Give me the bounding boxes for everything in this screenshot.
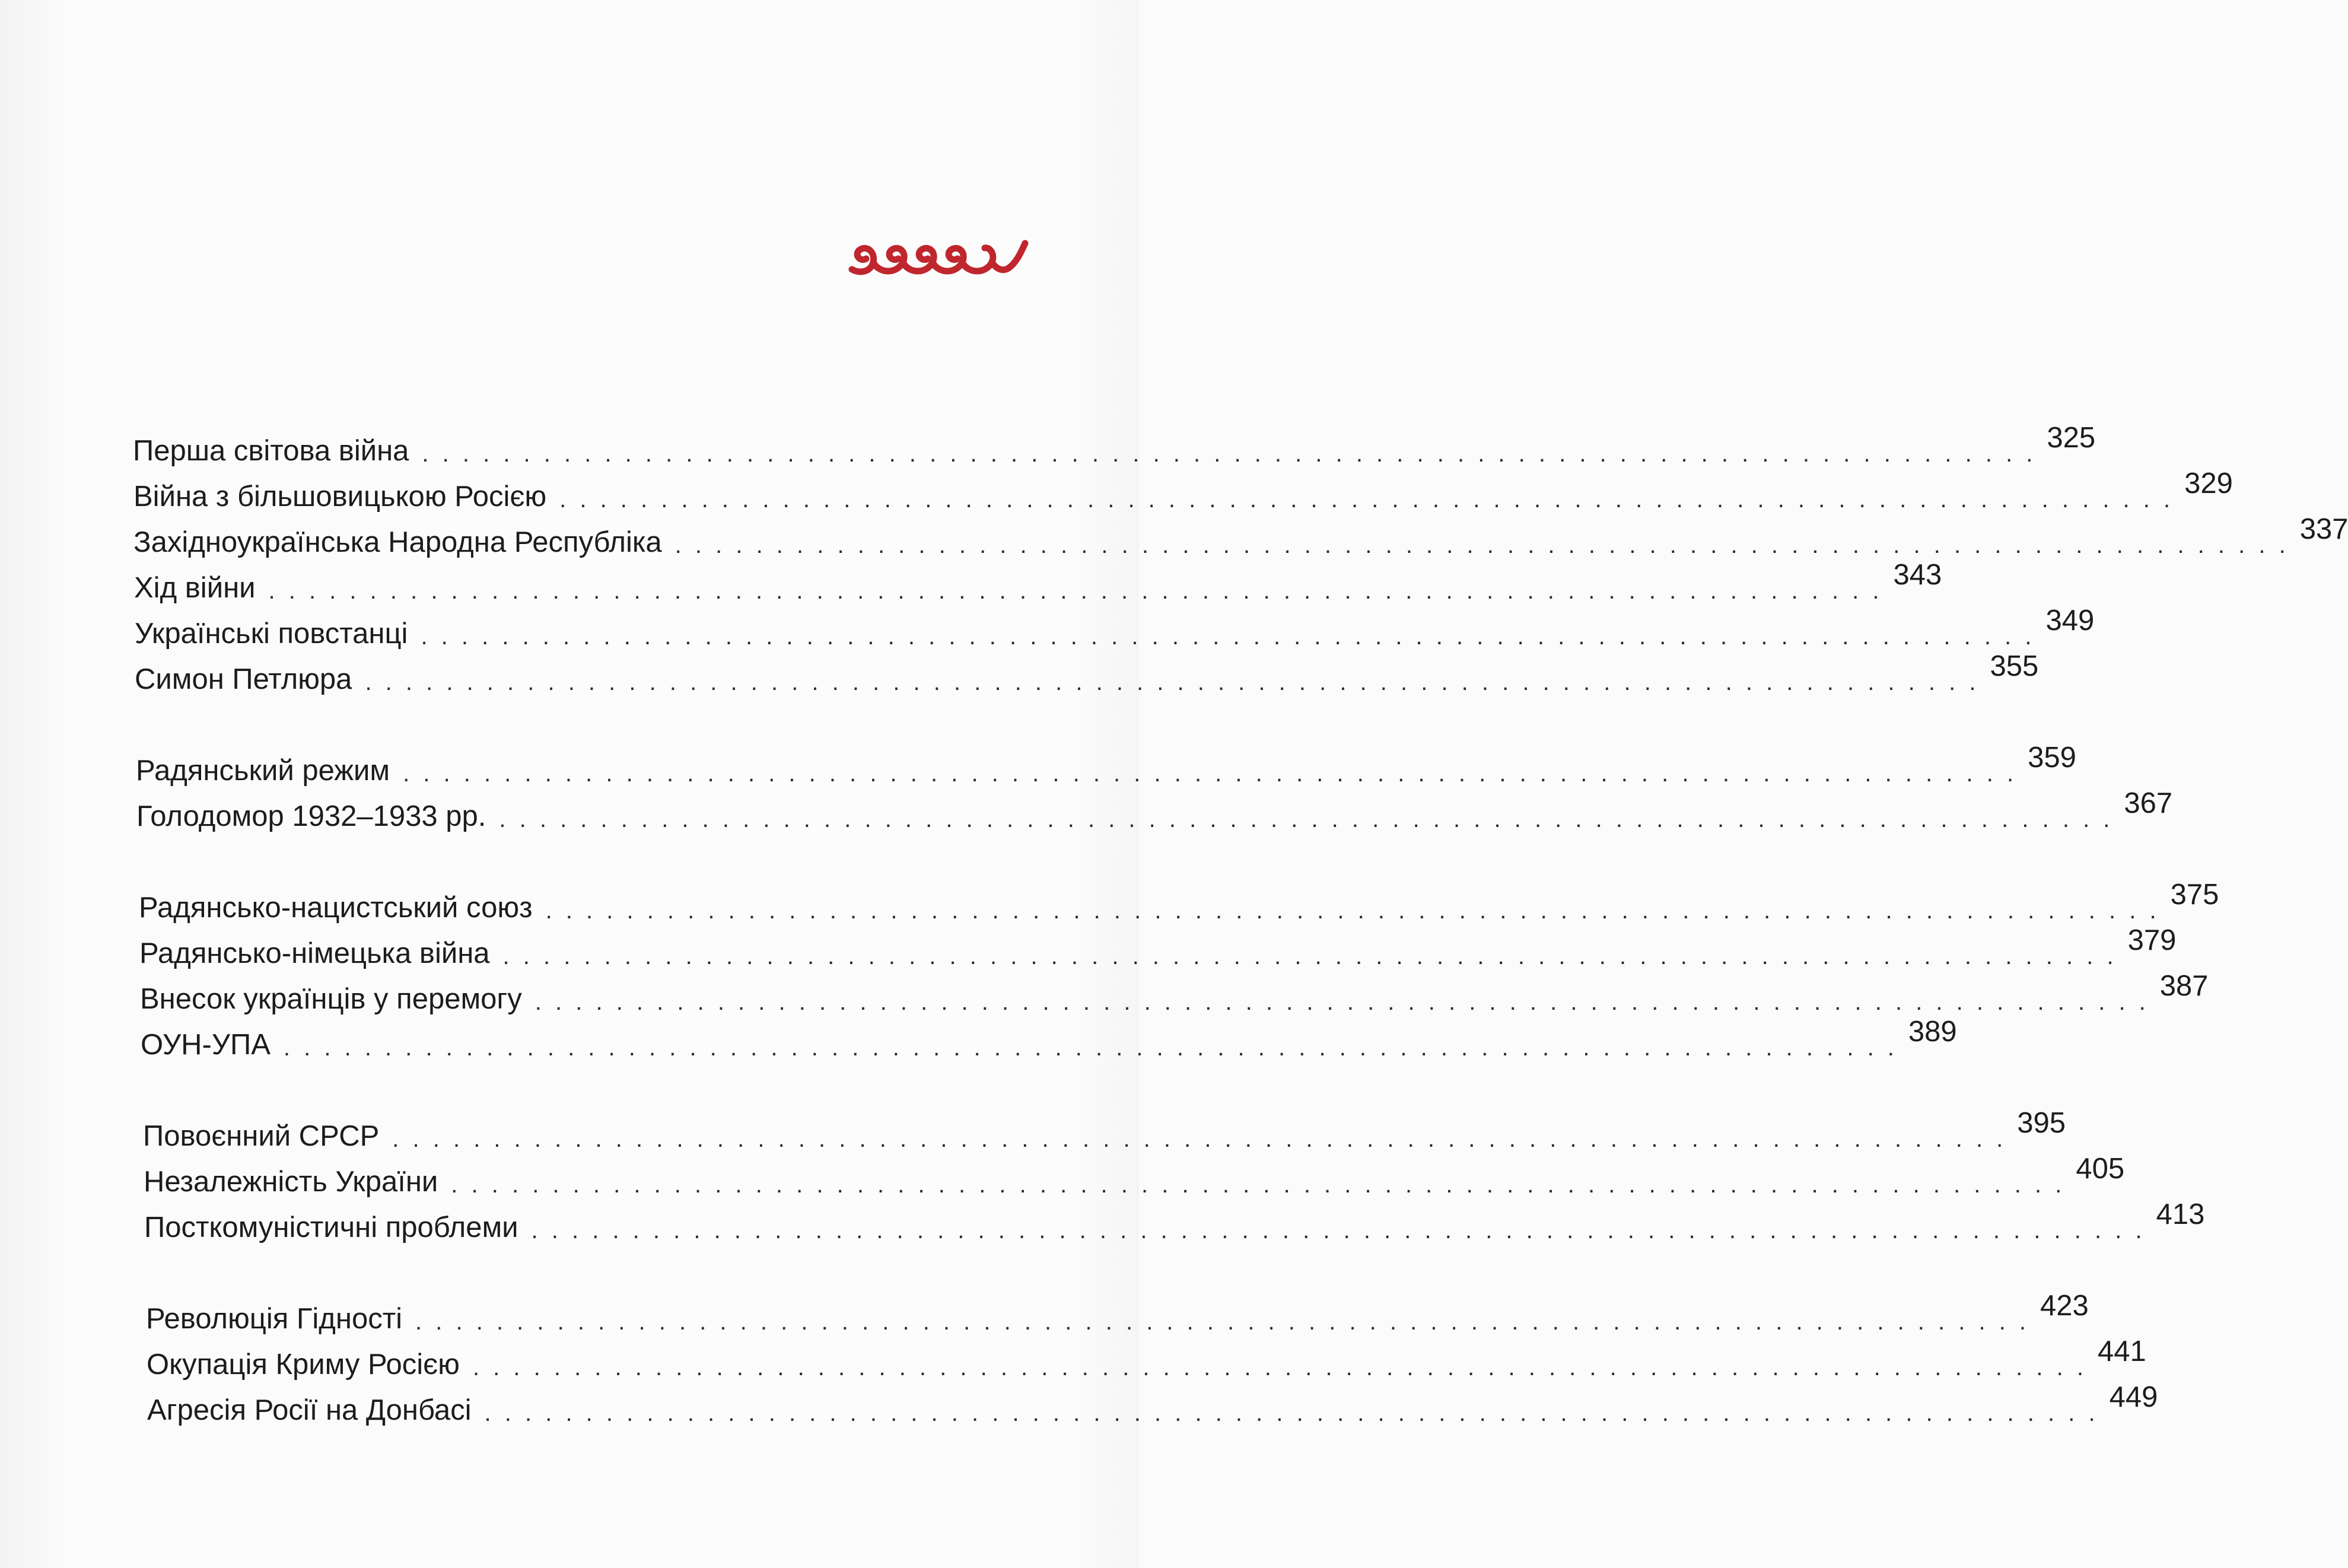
toc-entry[interactable] xyxy=(144,1153,2125,1203)
dot-leader: . . . . . . . . . . . . . . . . . . . . . . . . . . . . . . . . . . . . . . . . . . . . . . . . . . . . . . . . . . . . . . . . . . . . . . . . . . . . . . . . xyxy=(675,532,2289,558)
toc-entry-title: Посткомуністичні проблеми xyxy=(144,1211,518,1243)
dot-leader: . . . . . . . . . . . . . . . . . . . . . . . . . . . . . . . . . . . . . . . . . . . . . . . . . . . . . . . . . . . . . . . . . . . . . . . . . . . . . . . . xyxy=(502,943,2117,969)
dot-leader: . . . . . . . . . . . . . . . . . . . . . . . . . . . . . . . . . . . . . . . . . . . . . . . . . . . . . . . . . . . . . . . . . . . . . . . . . . . . . . . . xyxy=(499,806,2114,832)
toc-entry-title: Війна з більшовицькою Росією xyxy=(133,481,547,513)
toc-entry-title: Незалежність України xyxy=(144,1166,438,1198)
dot-leader: . . . . . . . . . . . . . . . . . . . . . . . . . . . . . . . . . . . . . . . . . . . . . . . . . . . . . . . . . . . . . . . . . . . . . . . . . . . . . . . . xyxy=(268,578,1883,604)
toc-entry-page-number: 379 xyxy=(2127,924,2177,956)
dot-leader: . . . . . . . . . . . . . . . . . . . . . . . . . . . . . . . . . . . . . . . . . . . . . . . . . . . . . . . . . . . . . . . . . . . . . . . . . . . . . . . . xyxy=(451,1172,2066,1198)
toc-entry[interactable] xyxy=(147,1381,2158,1431)
toc-entry-title: Симон Петлюра xyxy=(135,663,352,695)
toc-entry-page-number: 441 xyxy=(2097,1335,2146,1367)
toc-entry[interactable] xyxy=(136,787,2173,837)
toc-entry-page-number: 375 xyxy=(2170,879,2219,911)
toc-entry[interactable] xyxy=(135,650,2039,700)
toc-entry[interactable] xyxy=(147,1335,2146,1385)
toc-entry[interactable] xyxy=(133,422,2096,472)
toc-entry[interactable] xyxy=(135,605,2095,654)
toc-entry[interactable] xyxy=(136,742,2076,791)
toc-entry-page-number: 359 xyxy=(2028,742,2076,774)
toc-entry-page-number: 349 xyxy=(2045,605,2095,637)
toc-entry[interactable] xyxy=(144,1198,2205,1248)
dot-leader: . . . . . . . . . . . . . . . . . . . . . . . . . . . . . . . . . . . . . . . . . . . . . . . . . . . . . . . . . . . . . . . . . . . . . . . . . . . . . . . . xyxy=(422,441,2037,467)
toc-entry-title: Революція Гідності xyxy=(146,1303,403,1335)
dot-leader: . . . . . . . . . . . . . . . . . . . . . . . . . . . . . . . . . . . . . . . . . . . . . . . . . . . . . . . . . . . . . . . . . . . . . . . . . . . . . . . . xyxy=(531,1217,2146,1243)
dot-leader: . . . . . . . . . . . . . . . . . . . . . . . . . . . . . . . . . . . . . . . . . . . . . . . . . . . . . . . . . . . . . . . . . . . . . . . . . . . . . . . . xyxy=(365,669,1980,695)
toc-entry-page-number: 389 xyxy=(1908,1016,1957,1048)
toc-entry[interactable] xyxy=(133,513,2348,563)
toc-entry-page-number: 423 xyxy=(2040,1290,2089,1322)
toc-entry[interactable] xyxy=(140,970,2209,1020)
toc-entry-page-number: 395 xyxy=(2017,1107,2066,1139)
dot-leader: . . . . . . . . . . . . . . . . . . . . . . . . . . . . . . . . . . . . . . . . . . . . . . . . . . . . . . . . . . . . . . . . . . . . . . . . . . . . . . . . xyxy=(421,624,2035,650)
toc-entry-page-number: 355 xyxy=(1990,650,2039,682)
toc-entry-page-number: 367 xyxy=(2124,787,2173,819)
dot-leader: . . . . . . . . . . . . . . . . . . . . . . . . . . . . . . . . . . . . . . . . . . . . . . . . . . . . . . . . . . . . . . . . . . . . . . . . . . . . . . . . xyxy=(283,1035,1898,1061)
toc-entry[interactable] xyxy=(146,1290,2089,1340)
toc-entry-title: Внесок українців у перемогу xyxy=(140,983,522,1015)
toc-entry-title: Голодомор 1932–1933 рр. xyxy=(136,800,486,832)
dot-leader: . . . . . . . . . . . . . . . . . . . . . . . . . . . . . . . . . . . . . . . . . . . . . . . . . . . . . . . . . . . . . . . . . . . . . . . . . . . . . . . . xyxy=(559,486,2174,513)
toc-entry-title: Радянсько-нацистський союз xyxy=(139,892,533,924)
toc-entry[interactable] xyxy=(141,1016,1957,1066)
toc-entry-title: Повоєнний СРСР xyxy=(143,1120,380,1152)
toc-entry-title: Українські повстанці xyxy=(135,618,408,650)
dot-leader: . . . . . . . . . . . . . . . . . . . . . . . . . . . . . . . . . . . . . . . . . . . . . . . . . . . . . . . . . . . . . . . . . . . . . . . . . . . . . . . . xyxy=(484,1400,2099,1426)
toc-entry-page-number: 325 xyxy=(2047,422,2096,454)
toc-entry-page-number: 449 xyxy=(2109,1381,2158,1413)
toc-entry-title: Західноукраїнська Народна Республіка xyxy=(133,526,662,558)
toc-entry[interactable] xyxy=(133,467,2233,517)
toc-entry-title: Хід війни xyxy=(134,572,256,604)
dot-leader: . . . . . . . . . . . . . . . . . . . . . . . . . . . . . . . . . . . . . . . . . . . . . . . . . . . . . . . . . . . . . . . . . . . . . . . . . . . . . . . . xyxy=(534,989,2149,1015)
toc-entry-title: Перша світова війна xyxy=(133,435,409,467)
dot-leader: . . . . . . . . . . . . . . . . . . . . . . . . . . . . . . . . . . . . . . . . . . . . . . . . . . . . . . . . . . . . . . . . . . . . . . . . . . . . . . . . xyxy=(403,761,2018,787)
toc-entry[interactable] xyxy=(143,1107,2066,1157)
toc-entry-title: Радянський режим xyxy=(136,755,390,787)
toc-entry-page-number: 413 xyxy=(2156,1198,2205,1230)
toc-entry[interactable] xyxy=(139,879,2219,928)
dot-leader: . . . . . . . . . . . . . . . . . . . . . . . . . . . . . . . . . . . . . . . . . . . . . . . . . . . . . . . . . . . . . . . . . . . . . . . . . . . . . . . . xyxy=(472,1354,2087,1381)
dot-leader: . . . . . . . . . . . . . . . . . . . . . . . . . . . . . . . . . . . . . . . . . . . . . . . . . . . . . . . . . . . . . . . . . . . . . . . . . . . . . . . . xyxy=(392,1126,2007,1152)
dot-leader: . . . . . . . . . . . . . . . . . . . . . . . . . . . . . . . . . . . . . . . . . . . . . . . . . . . . . . . . . . . . . . . . . . . . . . . . . . . . . . . . xyxy=(415,1309,2030,1335)
toc-entry-page-number: 343 xyxy=(1893,559,1942,591)
toc-entry-title: Агресія Росії на Донбасі xyxy=(147,1394,472,1426)
dot-leader: . . . . . . . . . . . . . . . . . . . . . . . . . . . . . . . . . . . . . . . . . . . . . . . . . . . . . . . . . . . . . . . . . . . . . . . . . . . . . . . . xyxy=(545,898,2160,924)
toc-entry-page-number: 337 xyxy=(2299,513,2348,545)
toc-entry-page-number: 329 xyxy=(2184,467,2233,500)
toc-entry-title: Радянсько-німецька війна xyxy=(139,937,490,969)
toc-entry[interactable] xyxy=(139,924,2177,974)
toc-entry-page-number: 387 xyxy=(2159,970,2209,1002)
toc-entry[interactable] xyxy=(134,559,1942,609)
toc-entry-title: ОУН-УПА xyxy=(141,1029,271,1061)
toc-entry-title: Окупація Криму Росією xyxy=(147,1348,460,1381)
toc-entry-page-number: 405 xyxy=(2076,1153,2125,1185)
